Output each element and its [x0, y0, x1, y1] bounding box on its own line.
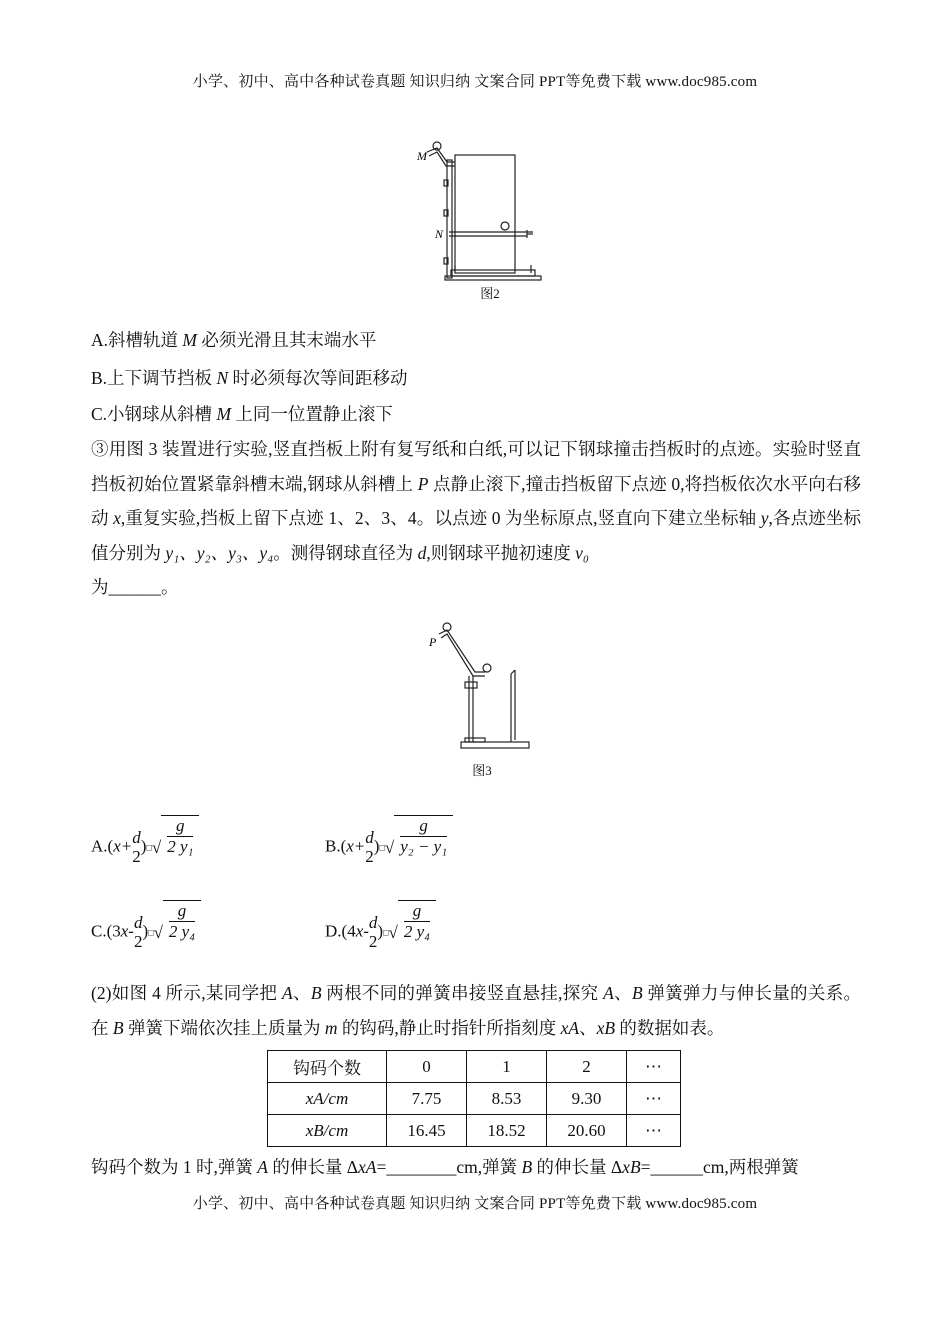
option-c: C.(3x- d 2 )□√ $\frac{g}{\text{2 y₄}}$ [91, 900, 201, 951]
question-2-fill-line: 钩码个数为 1 时,弹簧 A 的伸长量 ΔxA=________cm,弹簧 B 的伸长量 ΔxB=______cm,两根弹簧 [91, 1157, 799, 1177]
question-2-text: (2)如图 4 所示,某同学把 A、B 两根不同的弹簧串接竖直悬挂,探究 A、B 弹簧弹力与伸长量的关系。在 B 弹簧下端依次挂上质量为 m 的钩码,静止时指针所指刻度 xA、xB 的数据如表。 [91, 983, 862, 1038]
table-cell: 8.53 [467, 1083, 547, 1115]
option-b-prev: B.上下调节挡板 N 时必须每次等间距移动 [91, 368, 408, 388]
answer-blank-b[interactable]: ______ [650, 1157, 704, 1177]
option-b: B.(x+ d 2 )□√ $\frac{g}{\text{y₂ − y₁}}$ [325, 815, 453, 866]
figure-3-caption: 图3 [472, 763, 492, 778]
table-header-cell: 2 [547, 1051, 627, 1083]
table-cell: ⋯ [627, 1083, 681, 1115]
table-header-cell: 钩码个数 [268, 1051, 387, 1083]
table-cell: ⋯ [627, 1115, 681, 1147]
table-cell: 7.75 [387, 1083, 467, 1115]
question-3-text: ③用图 3 装置进行实验,竖直挡板上附有复写纸和白纸,可以记下钢球撞击挡板时的点迹。实验时竖直挡板初始位置紧靠斜槽末端,钢球从斜槽上 P 点静止滚下,撞击挡板留下点迹 0,将挡板依次水平向右移动 x,重复实验,挡板上留下点迹 1、2、3、4。以点迹 0 为坐标原点,竖直向下建立坐标轴 y,各点迹坐标值分别为 y₁、y₂、y₃、y₄。测得钢球直径为 d,则钢球平抛初速度 v₀ 为______。 [91, 439, 862, 597]
figure-2-apparatus [415, 140, 545, 300]
table-cell: 16.45 [387, 1115, 467, 1147]
option-c-prev: C.小钢球从斜槽 M 上同一位置静止滚下 [91, 404, 393, 424]
option-a: A.(x+ d 2 )□√ $\frac{g}{\text{2 y₁}}$ [91, 815, 199, 866]
table-cell: 18.52 [467, 1115, 547, 1147]
label-n: N [435, 227, 444, 241]
table-header-row [268, 1051, 681, 1083]
label-p: P [429, 635, 437, 649]
figure-3-apparatus [425, 620, 535, 755]
option-a-prev: A.斜槽轨道 M 必须光滑且其末端水平 [91, 330, 377, 350]
table-header-cell: 1 [467, 1051, 547, 1083]
table-row [268, 1115, 681, 1147]
table-row [268, 1083, 681, 1115]
page-header: 小学、初中、高中各种试卷真题 知识归纳 文案合同 PPT等免费下载 www.doc985.com [192, 74, 758, 90]
label-m: M [417, 149, 427, 163]
answer-blank[interactable]: ______ [108, 577, 161, 597]
table-cell: 9.30 [547, 1083, 627, 1115]
answer-blank-a[interactable]: ________ [386, 1157, 457, 1177]
page-footer: 小学、初中、高中各种试卷真题 知识归纳 文案合同 PPT等免费下载 www.doc985.com [192, 1196, 758, 1212]
data-table [267, 1050, 681, 1147]
figure-2-caption: 图2 [480, 286, 500, 301]
table-cell: 20.60 [547, 1115, 627, 1147]
table-header-cell: 0 [387, 1051, 467, 1083]
table-row-label: xA/cm [268, 1083, 387, 1115]
option-d: D.(4x- d 2 )□√ $\frac{g}{\text{2 y₄}}$ [325, 900, 436, 951]
table-row-label: xB/cm [268, 1115, 387, 1147]
table-header-cell: ⋯ [627, 1051, 681, 1083]
